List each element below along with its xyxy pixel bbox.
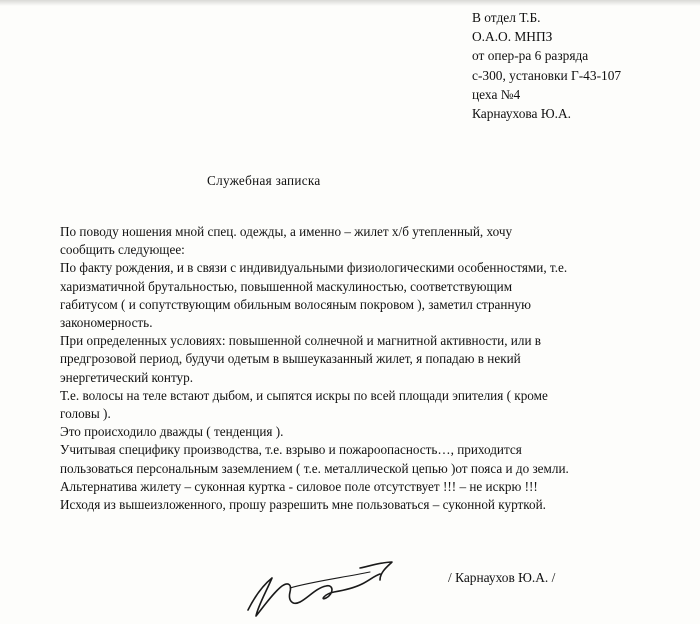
body-line: предгрозовой период, будучи одетым в вышеуказанный жилет, я попадаю в некий (60, 351, 521, 367)
body-line: По факту рождения, и в связи с индивидуальными физиологическими особенностями, т.е. (60, 260, 568, 276)
handwritten-signature (230, 548, 430, 624)
body-line: энергетический контур. (60, 369, 194, 385)
addressee-line: В отдел Т.Б. (472, 10, 541, 25)
body-line: головы ). (60, 406, 111, 422)
body-line: закономерность. (60, 315, 153, 331)
body-line: сообщить следующее: (60, 242, 185, 258)
body-line: По поводу ношения мной спец. одежды, а именно – жилет х/б утепленный, хочу (60, 224, 513, 239)
signature-name: / Карнаухов Ю.А. / (448, 570, 556, 585)
body-line: Т.е. волосы на теле встают дыбом, и сыпятся искры по всей площади эпителия ( кроме (60, 387, 548, 403)
addressee-line: от опер-ра 6 разряда (472, 48, 589, 64)
body-line: При определенных условиях: повышенной солнечной и магнитной активности, или в (60, 333, 542, 349)
signature-scribble (230, 548, 430, 624)
body-line: Это происходило дважды ( тенденция ). (60, 424, 284, 440)
addressee-block (472, 8, 621, 123)
body-line: габитусом ( и сопутствующим обильным волосяным покровом ), заметил странную (60, 296, 531, 312)
body-line: Исходя из вышеизложенного, прошу разрешить мне пользоваться – суконной курткой. (60, 497, 546, 513)
addressee-line: цеха №4 (472, 86, 521, 102)
addressee-line: с-300, установки Г-43-107 (472, 67, 622, 83)
body-line: харизматичной брутальностью, повышенной маскулиностью, соответствующим (60, 278, 513, 294)
body-line: пользоваться персональным заземлением ( т.е. металлической цепью )от пояса и до земли. (60, 460, 569, 476)
addressee-line: Карнаухова Ю.А. (472, 106, 571, 122)
body-line: Учитывая специфику производства, т.е. взрыво и пожароопасность…, приходится (60, 442, 522, 458)
memo-body (60, 223, 680, 514)
addressee-line: О.А.О. МНПЗ (472, 29, 553, 45)
memo-title: Служебная записка (207, 173, 321, 188)
body-line: Альтернатива жилету – суконная куртка - силовое поле отсутствует !!! – не искрю !!! (60, 478, 538, 494)
scan-edge-shading (0, 0, 700, 6)
